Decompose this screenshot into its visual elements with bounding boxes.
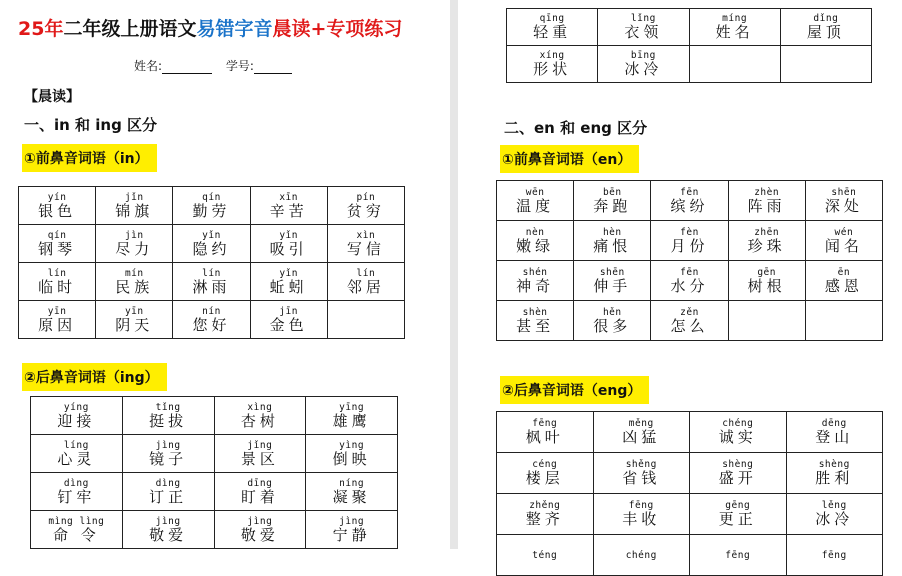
pinyin: nín xyxy=(202,305,221,317)
word-characters: 贫穷 xyxy=(346,201,385,220)
word-cell xyxy=(31,397,123,435)
word-cell xyxy=(497,181,574,221)
pinyin: wēn xyxy=(525,186,545,198)
pinyin: jǐn xyxy=(124,191,144,203)
word-characters: 楼层 xyxy=(525,469,564,487)
page-divider xyxy=(450,0,458,549)
word-characters: 丰收 xyxy=(622,510,661,528)
pinyin: yǐn xyxy=(279,267,298,279)
pinyin: qín xyxy=(47,229,67,241)
word-characters: 雄鹰 xyxy=(332,411,371,430)
word-characters: 镜子 xyxy=(149,449,188,468)
word-cell xyxy=(497,494,594,535)
word-characters: 怎么 xyxy=(670,316,709,335)
word-cell xyxy=(574,301,651,341)
word-characters: 蚯蚓 xyxy=(269,277,308,296)
pinyin: tǐng xyxy=(155,401,181,413)
pinyin: nèn xyxy=(525,226,545,238)
word-characters: 迎接 xyxy=(57,411,96,430)
table-row xyxy=(19,187,405,225)
word-characters: 勤劳 xyxy=(192,201,231,220)
worksheet-title xyxy=(18,14,402,41)
word-cell xyxy=(122,473,214,511)
word-cell xyxy=(728,301,805,341)
word-cell xyxy=(250,225,327,263)
pinyin: qīng xyxy=(539,13,565,24)
pinyin: jìng xyxy=(155,515,181,527)
name-blank[interactable] xyxy=(162,61,212,74)
word-cell xyxy=(173,263,250,301)
pinyin: xìng xyxy=(247,401,273,413)
word-table-eng xyxy=(496,411,883,576)
name-label: 姓名: xyxy=(134,59,163,73)
word-characters: 银色 xyxy=(38,201,77,220)
word-cell xyxy=(574,221,651,261)
word-characters: 邻居 xyxy=(346,277,385,296)
word-cell xyxy=(786,453,883,494)
word-characters: 姓名 xyxy=(715,23,754,41)
word-characters: 倒映 xyxy=(332,449,371,468)
word-characters: 奔跑 xyxy=(593,196,632,215)
word-characters: 锦旗 xyxy=(115,201,154,220)
worksheet-page-right xyxy=(458,0,902,561)
section-heading-en-eng: 二、en 和 eng 区分 xyxy=(504,119,648,137)
worksheet-page-left xyxy=(0,0,450,549)
word-cell xyxy=(306,435,398,473)
pinyin: lín xyxy=(47,267,67,279)
word-characters: 水分 xyxy=(670,276,709,295)
pinyin: yíng xyxy=(63,401,89,413)
word-characters: 伸手 xyxy=(593,276,632,295)
pinyin: hèn xyxy=(602,226,622,238)
word-characters: 形状 xyxy=(533,60,572,78)
pinyin: lěng xyxy=(821,500,847,511)
pinyin: měng xyxy=(628,418,654,429)
word-cell xyxy=(690,453,787,494)
word-cell xyxy=(651,221,728,261)
pinyin: téng xyxy=(532,549,558,561)
pinyin: shèng xyxy=(818,459,850,470)
table-row xyxy=(497,412,883,453)
pinyin: shèn xyxy=(522,306,548,318)
pinyin: bīng xyxy=(630,50,656,61)
word-characters: 凝聚 xyxy=(332,487,371,506)
word-characters: 痛恨 xyxy=(593,236,632,255)
word-characters: 临时 xyxy=(38,277,77,296)
table-row xyxy=(497,453,883,494)
pinyin: ēn xyxy=(837,266,851,278)
word-cell xyxy=(598,9,689,46)
pinyin: xīn xyxy=(279,191,298,203)
word-cell xyxy=(497,453,594,494)
table-row xyxy=(31,473,398,511)
word-characters: 闻名 xyxy=(824,236,863,255)
word-characters: 登山 xyxy=(815,428,854,446)
word-cell xyxy=(31,435,123,473)
word-cell xyxy=(327,301,404,339)
title-part: 二年级上册语文 xyxy=(63,18,197,40)
word-cell xyxy=(507,46,598,83)
word-cell xyxy=(574,261,651,301)
back-nasal-label-eng: ②后鼻音词语（eng） xyxy=(500,376,649,404)
word-characters: 整齐 xyxy=(525,510,564,528)
pinyin: yǐn xyxy=(279,229,298,241)
pinyin: yīn xyxy=(124,305,144,317)
pinyin: fēn xyxy=(680,186,699,198)
word-characters: 杏树 xyxy=(240,411,279,430)
word-characters: 甚至 xyxy=(516,316,555,335)
word-cell xyxy=(786,535,883,576)
word-cell xyxy=(780,46,871,83)
front-nasal-label-en: ①前鼻音词语（en） xyxy=(500,145,639,173)
word-cell xyxy=(122,511,214,549)
pinyin: lǐng xyxy=(630,13,656,24)
word-cell xyxy=(651,261,728,301)
word-cell xyxy=(690,535,787,576)
title-part: 25年 xyxy=(18,18,64,40)
pinyin: wén xyxy=(834,226,854,238)
word-characters: 省钱 xyxy=(622,469,661,487)
word-cell xyxy=(786,494,883,535)
word-characters: 原因 xyxy=(38,315,77,334)
word-characters: 神奇 xyxy=(516,276,555,295)
pinyin: shén xyxy=(522,266,548,278)
table-row xyxy=(19,225,405,263)
word-cell xyxy=(574,181,651,221)
word-characters: 钢琴 xyxy=(38,239,77,258)
word-characters: 您好 xyxy=(192,315,231,334)
table-row xyxy=(19,263,405,301)
table-row xyxy=(497,301,883,341)
pinyin: zhēn xyxy=(754,226,780,238)
pinyin: chéng xyxy=(722,418,754,429)
word-characters: 诚实 xyxy=(718,428,757,446)
word-cell xyxy=(805,301,882,341)
word-cell xyxy=(593,412,690,453)
pinyin: shěng xyxy=(625,459,657,470)
word-characters: 淋雨 xyxy=(192,277,231,296)
word-cell xyxy=(598,46,689,83)
id-blank[interactable] xyxy=(254,61,292,74)
table-row xyxy=(507,46,872,83)
word-cell xyxy=(497,261,574,301)
word-characters: 盛开 xyxy=(718,469,757,487)
word-characters: 冰冷 xyxy=(624,60,663,78)
word-cell xyxy=(689,46,780,83)
word-characters: 枫叶 xyxy=(525,428,564,446)
word-cell xyxy=(728,181,805,221)
word-cell xyxy=(805,181,882,221)
front-nasal-label-in: ①前鼻音词语（in） xyxy=(22,144,157,172)
word-cell xyxy=(306,473,398,511)
pinyin: céng xyxy=(532,459,558,470)
pinyin: níng xyxy=(339,477,365,489)
table-row xyxy=(31,397,398,435)
table-row xyxy=(497,221,883,261)
word-cell xyxy=(728,221,805,261)
pinyin: fèn xyxy=(680,226,699,238)
pinyin: zěn xyxy=(680,306,699,318)
word-cell xyxy=(214,397,306,435)
pinyin: zhèn xyxy=(754,186,780,198)
word-cell xyxy=(805,221,882,261)
pinyin: fēng xyxy=(628,500,654,511)
word-characters: 树根 xyxy=(747,276,786,295)
pinyin: líng xyxy=(63,439,89,451)
word-characters: 宁静 xyxy=(332,525,371,544)
section-heading-in-ing: 一、in 和 ing 区分 xyxy=(24,116,158,134)
word-cell xyxy=(19,187,96,225)
word-cell xyxy=(507,9,598,46)
pinyin: jìn xyxy=(124,229,144,241)
word-cell xyxy=(327,263,404,301)
word-cell xyxy=(173,225,250,263)
word-characters: 珍珠 xyxy=(747,236,786,255)
word-characters: 深处 xyxy=(824,196,863,215)
word-cell xyxy=(497,221,574,261)
word-cell xyxy=(497,301,574,341)
word-cell xyxy=(728,261,805,301)
table-row xyxy=(497,261,883,301)
word-characters: 很多 xyxy=(593,316,632,335)
pinyin: yín xyxy=(47,191,67,203)
word-characters: 订正 xyxy=(149,487,188,506)
word-characters: 月份 xyxy=(670,236,709,255)
word-cell xyxy=(19,263,96,301)
word-characters: 景区 xyxy=(240,449,279,468)
pinyin: yǐn xyxy=(202,229,221,241)
word-cell xyxy=(786,412,883,453)
pinyin: shēn xyxy=(831,186,857,198)
student-info-line xyxy=(134,57,302,74)
word-cell xyxy=(306,511,398,549)
word-cell xyxy=(497,535,594,576)
word-table-en xyxy=(496,180,883,341)
word-characters: 缤纷 xyxy=(670,196,709,215)
table-row xyxy=(31,435,398,473)
pinyin: xìn xyxy=(356,229,376,241)
word-cell xyxy=(19,301,96,339)
pinyin: yīn xyxy=(47,305,67,317)
word-cell xyxy=(805,261,882,301)
word-cell xyxy=(306,397,398,435)
pinyin: xíng xyxy=(539,50,565,61)
pinyin: fēng xyxy=(821,549,847,561)
pinyin: jìng xyxy=(155,439,181,451)
pinyin: chéng xyxy=(625,549,657,561)
pinyin: dēng xyxy=(821,418,847,429)
word-characters: 感恩 xyxy=(824,276,863,295)
pinyin: dǐng xyxy=(813,13,839,24)
word-characters: 心灵 xyxy=(57,449,96,468)
word-characters: 凶猛 xyxy=(622,428,661,446)
pinyin: jǐng xyxy=(247,439,273,451)
word-characters: 衣领 xyxy=(624,23,663,41)
word-cell xyxy=(122,397,214,435)
table-row xyxy=(497,494,883,535)
pinyin: jìng xyxy=(247,515,273,527)
word-cell xyxy=(122,435,214,473)
word-cell xyxy=(327,187,404,225)
table-row xyxy=(19,301,405,339)
word-characters: 敬爱 xyxy=(149,525,188,544)
word-cell xyxy=(780,9,871,46)
word-characters: 阴天 xyxy=(115,315,154,334)
pinyin: yìng xyxy=(339,439,365,451)
pinyin: zhěng xyxy=(529,500,561,511)
table-row xyxy=(31,511,398,549)
word-cell xyxy=(214,473,306,511)
table-row xyxy=(497,535,883,576)
word-cell xyxy=(96,301,173,339)
word-characters: 屋顶 xyxy=(806,23,845,41)
table-row xyxy=(507,9,872,46)
pinyin: qín xyxy=(202,191,221,203)
pinyin: jīn xyxy=(279,305,298,317)
word-characters: 敬爱 xyxy=(240,525,279,544)
word-characters: 吸引 xyxy=(269,239,308,258)
pinyin: lín xyxy=(202,267,221,279)
pinyin: dìng xyxy=(63,477,89,489)
word-cell xyxy=(327,225,404,263)
pinyin: dìng xyxy=(155,477,181,489)
word-cell xyxy=(690,412,787,453)
word-characters: 温度 xyxy=(516,196,555,215)
word-characters: 冰冷 xyxy=(815,510,854,528)
word-characters: 胜利 xyxy=(815,469,854,487)
word-cell xyxy=(96,225,173,263)
pinyin: mín xyxy=(124,267,144,279)
pinyin: yīng xyxy=(339,401,365,413)
word-cell xyxy=(690,494,787,535)
word-table-in xyxy=(18,186,405,339)
word-cell xyxy=(593,494,690,535)
word-cell xyxy=(497,412,594,453)
pinyin: gēng xyxy=(725,500,751,511)
pinyin: shèng xyxy=(722,459,754,470)
pinyin: dīng xyxy=(247,477,273,489)
word-characters: 盯着 xyxy=(240,487,279,506)
pinyin: gēn xyxy=(757,266,776,278)
pinyin: bēn xyxy=(602,186,622,198)
word-characters: 隐约 xyxy=(192,239,231,258)
id-label: 学号: xyxy=(225,59,254,73)
word-cell xyxy=(173,301,250,339)
word-characters: 嫩绿 xyxy=(516,236,555,255)
word-cell xyxy=(214,435,306,473)
pinyin: lín xyxy=(356,267,376,279)
word-cell xyxy=(31,511,123,549)
pinyin: pín xyxy=(356,191,376,203)
pinyin: mìng lìng xyxy=(48,515,105,527)
word-characters: 命 令 xyxy=(52,525,100,544)
word-characters: 阵雨 xyxy=(747,196,786,215)
table-row xyxy=(497,181,883,221)
pinyin: fēng xyxy=(725,549,751,561)
word-cell xyxy=(250,263,327,301)
pinyin: jìng xyxy=(339,515,365,527)
word-table-ing-continued xyxy=(506,8,872,83)
word-cell xyxy=(651,181,728,221)
word-cell xyxy=(689,9,780,46)
word-characters: 写信 xyxy=(346,239,385,258)
word-cell xyxy=(593,453,690,494)
word-cell xyxy=(19,225,96,263)
title-part: 晨读+ xyxy=(272,18,327,40)
title-part: 易错字音 xyxy=(196,18,273,40)
word-cell xyxy=(250,187,327,225)
pinyin: fēng xyxy=(532,418,558,429)
word-characters: 钉牢 xyxy=(57,487,96,506)
word-characters: 民族 xyxy=(115,277,154,296)
pinyin: fēn xyxy=(680,266,699,278)
pinyin: hěn xyxy=(602,306,622,318)
word-characters: 轻重 xyxy=(533,23,572,41)
word-cell xyxy=(651,301,728,341)
word-characters: 尽力 xyxy=(115,239,154,258)
word-cell xyxy=(593,535,690,576)
word-characters: 金色 xyxy=(269,315,308,334)
word-characters: 挺拔 xyxy=(149,411,188,430)
title-part: 专项练习 xyxy=(326,18,403,40)
word-cell xyxy=(173,187,250,225)
back-nasal-label-ing: ②后鼻音词语（ing） xyxy=(22,363,167,391)
word-cell xyxy=(31,473,123,511)
pinyin: shēn xyxy=(599,266,625,278)
word-characters: 辛苦 xyxy=(269,201,308,220)
word-cell xyxy=(96,187,173,225)
pinyin: míng xyxy=(722,13,748,24)
word-cell xyxy=(250,301,327,339)
word-characters: 更正 xyxy=(718,510,757,528)
word-table-ing xyxy=(30,396,398,549)
morning-reading-heading: 【晨读】 xyxy=(24,89,80,105)
word-cell xyxy=(214,511,306,549)
word-cell xyxy=(96,263,173,301)
